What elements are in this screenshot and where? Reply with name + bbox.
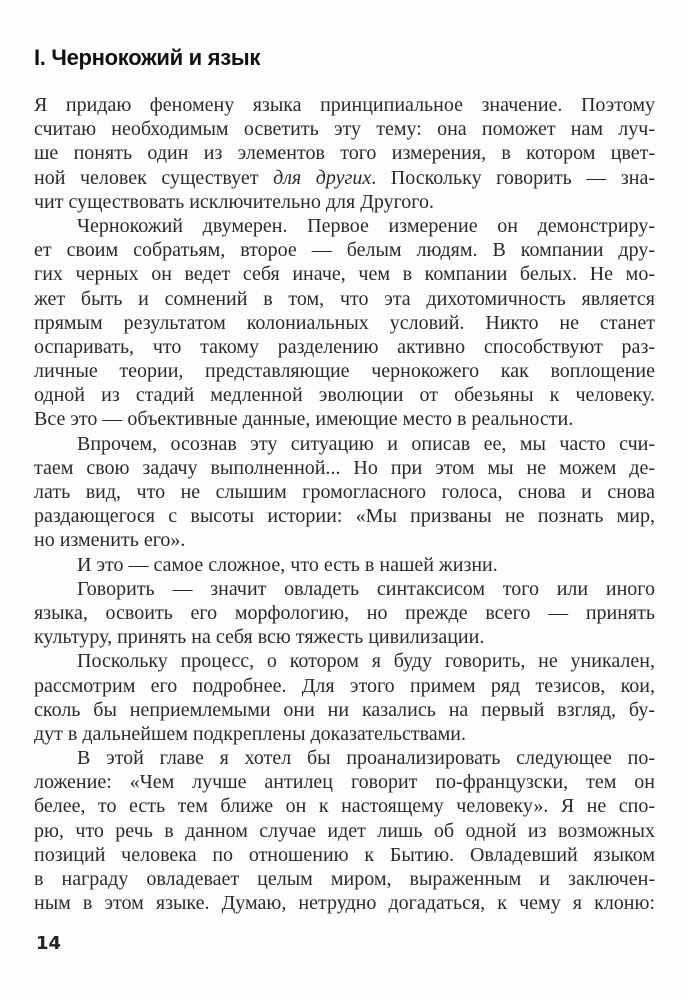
text-line: лать вид, что не слышим громогласного голоса, снова и снова [34,481,655,503]
text-line: в награду овладевает целым миром, выраженным и заключен- [34,868,655,890]
text-line: Впрочем, осознав эту ситуацию и описав ее, мы часто счи- [77,432,655,455]
text-segment: ной человек существует [34,166,274,189]
body-text [34,93,655,915]
text-line: ет своим собратьям, второе — белым людям. В компании дру- [34,239,655,262]
text-line: ным в этом языке. Думаю, нетрудно догадаться, к чему я клоню: [34,892,655,915]
text-line: рю, что речь в данном случае идет лишь об одной из возможных [34,819,655,842]
paragraph [34,93,655,214]
page-number: 14 [36,933,62,954]
text-line: чит существовать исключительно для Другого. [34,190,434,213]
text-line: Говорить — значит овладеть синтаксисом того или иного [77,577,655,600]
text-line: Чернокожий двумерен. Первое измерение он демонстриру- [77,214,655,237]
text-line: гих черных он ведет себя иначе, чем в компании белых. Не мо- [34,263,655,286]
text-line: Я придаю феномену языка принципиальное значение. Поэтому [34,94,655,116]
text-line: оспаривать, что такому разделению активно способствуют раз- [34,335,655,358]
text-line: но изменить его». [34,529,186,552]
paragraph [34,553,655,577]
text-line: сколь бы неприемлемыми они ни казались на первый взгляд, бу- [34,698,655,721]
paragraph [34,649,655,746]
chapter-title: I. Чернокожий и язык [34,45,261,70]
text-line: личные теории, представляющие чернокожего как воплощение [34,360,655,383]
text-line: языка, освоить его морфологию, но прежде всего — принять [34,601,655,624]
italic-emphasis: для других [273,166,372,189]
paragraph [34,214,655,432]
paragraph [34,432,655,553]
text-line: белее, то есть тем ближе он к настоящему человеку». Я не спо- [34,795,655,818]
text-line: рассмотрим его подробнее. Для этого примем ряд тезисов, кои, [34,674,655,697]
text-line: ше понять один из элементов того измерения, в котором цвет- [34,142,655,165]
text-line: одной из стадий медленной эволюции от обезьяны к человеку. [34,384,655,407]
text-line: Поскольку процесс, о котором я буду говорить, не уникален, [77,650,655,673]
text-segment: . Поскольку говорить — зна- [371,166,655,189]
text-line: жет быть и сомнений в том, что эта дихотомичность является [34,287,655,310]
text-line: позиций человека по отношению к Бытию. Овладевший языком [34,843,655,866]
text-line: таем свою задачу выполненной... Но при этом мы не можем де- [34,456,655,479]
text-line: ложение: «Чем лучше антилец говорит по-французски, тем он [34,771,655,794]
text-line [34,166,655,190]
text-line: И это — самое сложное, что есть в нашей жизни. [77,553,498,576]
text-line: дут в дальнейшем подкреплены доказательствами. [34,722,466,745]
text-line: раздающегося с высоты истории: «Мы призваны не познать мир, [34,505,655,528]
text-line: считаю необходимым осветить эту тему: она поможет нам луч- [34,118,655,141]
text-line: Все это — объективные данные, имеющие место в реальности. [34,408,574,431]
text-line: прямым результатом колониальных условий. Никто не станет [34,311,655,334]
text-line: В этой главе я хотел бы проанализировать следующее по- [77,747,655,770]
text-line: культуру, принять на себя всю тяжесть цивилизации. [34,626,485,649]
paragraph [34,746,655,915]
paragraph [34,577,655,650]
